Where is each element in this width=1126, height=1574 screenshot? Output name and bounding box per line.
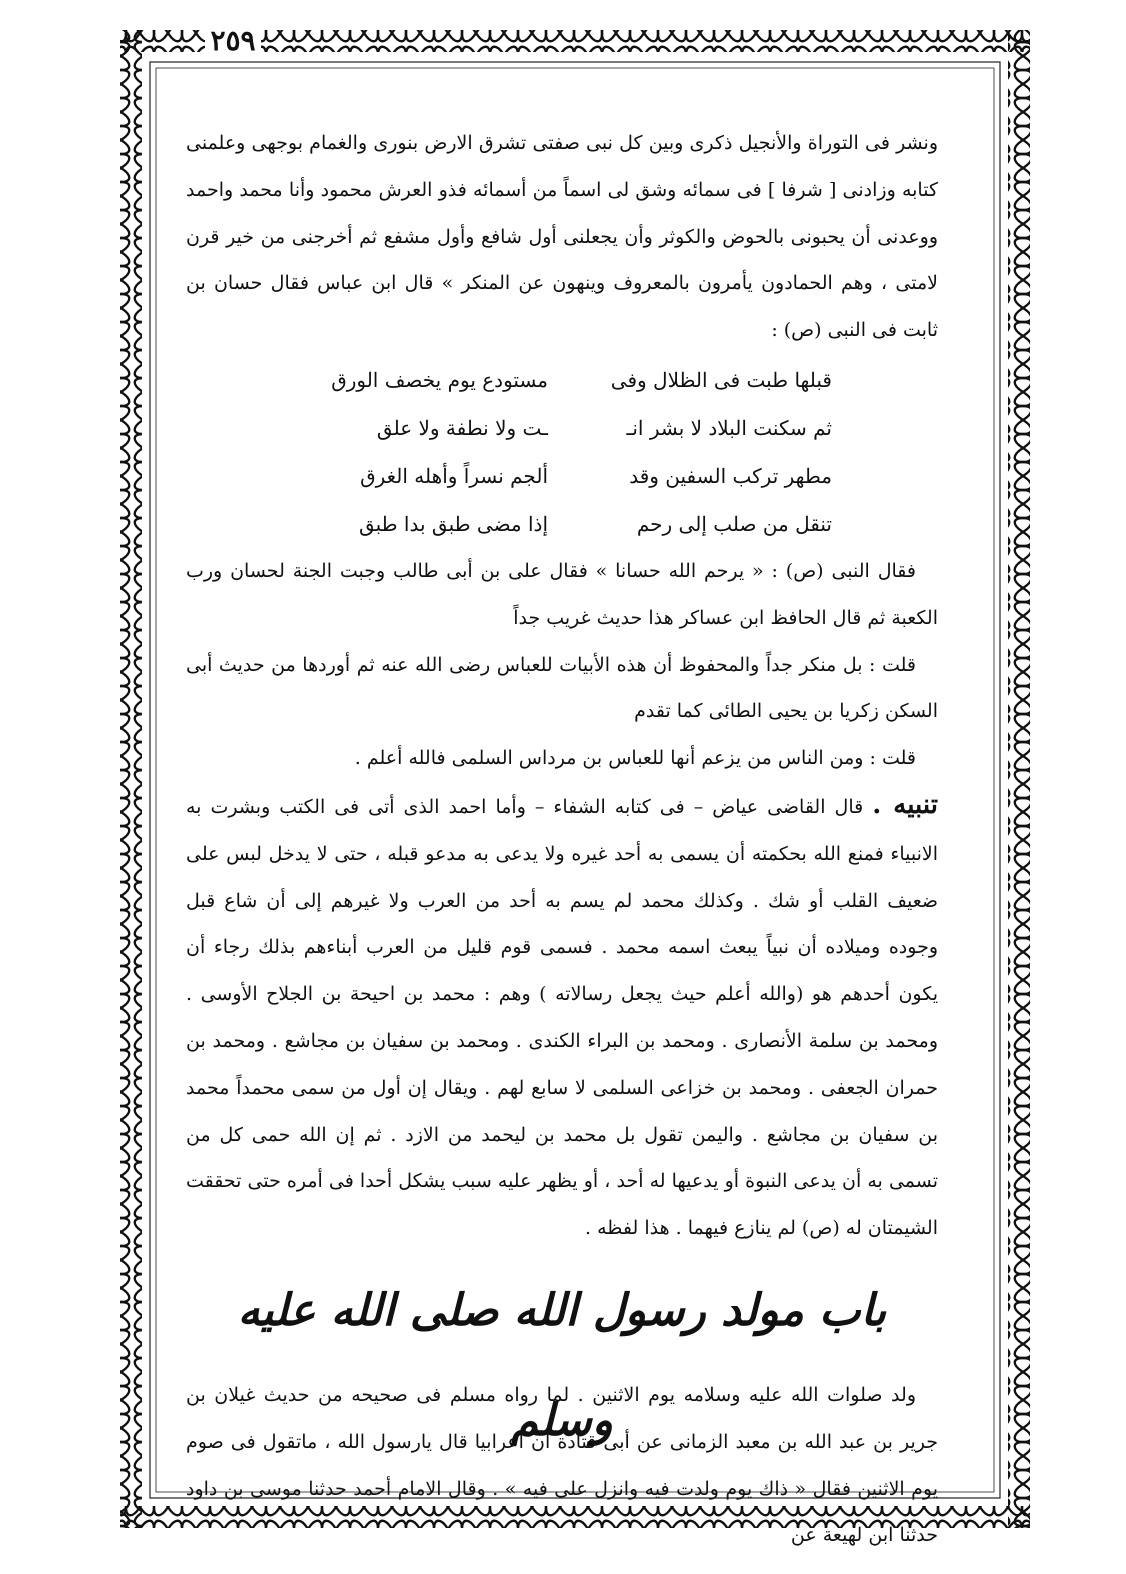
- verse-second-hemistich: إذا مضى طبق بدا طبق: [358, 511, 548, 536]
- verse-second-hemistich: ـت ولا نطفة ولا علق: [376, 415, 548, 440]
- verse-first-hemistich: تنقل من صلب إلى رحم: [636, 511, 832, 536]
- page-number: ٢٥٩: [205, 22, 261, 60]
- paragraph-author-note-2: قلت : ومن الناس من يزعم أنها للعباس بن مرداس السلمى فالله أعلم .: [354, 747, 916, 770]
- paragraph-prophet-reply: فقال النبى (ص) : « يرحم الله حسانا » فقال على بن أبى طالب وجبت الجنة لحسان ورب الكعبة ثم قال الحافظ ابن عساكر هذا حديث غريب جداً: [186, 559, 938, 629]
- tanbih-text: قال القاضى عياض – فى كتابه الشفاء – وأما احمد الذى أتى فى الكتب وبشرت به الانبياء فمنع الله بحكمته أن يسمى به أحد غيره ولا يدعى به مدعو قبله ، حتى لا يدخل لبس على ضعيف القلب أو شك . وكذلك محمد لم يسم به أحد من العرب ولا غيرهم إلى أن شاع قبل وجوده وميلاده أن نبياً يبعث اسمه محمد . فسمى قوم قليل من العرب أبناءهم بذلك رجاء أن يكون أحدهم هو (والله أعلم حيث يجعل رسالاته ) وهم : محمد بن احيحة بن الجلاح الأوسى . ومحمد بن سلمة الأنصارى . ومحمد بن البراء الكندى . ومحمد بن سفيان بن مجاشع . ومحمد بن حمران الجعفى . ومحمد بن خزاعى السلمى لا سابع لهم . ويقال إن أول من سمى محمداً محمد بن سفيان بن مجاشع . واليمن تقول بل محمد بن ليحمد من الازد . ثم إن الله حمى كل من تسمى به أن يدعى النبوة أو يدعيها له أحد ، أو يظهر عليه سبب يشكل أحدا فى أمره حتى تحققت الشيمتان له (ص) لم ينازع فيهما . هذا لفظه .: [186, 795, 938, 1240]
- verse-first-hemistich: مطهر تركب السفين وقد: [629, 463, 832, 488]
- verse-line: [292, 452, 832, 500]
- paragraph-birth-day: ولد صلوات الله عليه وسلامه يوم الاثنين . لما رواه مسلم فى صحيحه من حديث غيلان بن جرير بن عبد الله بن معبد الزمانى عن أبى قتادة أن اعرابيا قال يارسول الله ، ماتقول فى صوم يوم الاثنين فقال « ذاك يوم ولدت فيه وانزل على فيه » . وقال الامام أحمد حدثنا موسى بن داود حدثنا ابن لهيعة عن: [186, 1383, 938, 1547]
- tanbih-label: تنبيه .: [872, 789, 938, 820]
- poem-verses: [292, 356, 832, 548]
- chapter-heading: باب مولد رسول الله صلى الله عليه وسلم: [237, 1284, 887, 1446]
- paragraph-tanbih: [186, 782, 938, 1252]
- verse-line: [292, 404, 832, 452]
- verse-first-hemistich: قبلها طبت فى الظلال وفى: [610, 367, 832, 392]
- verse-line: [292, 500, 832, 548]
- verse-second-hemistich: ألجم نسراً وأهله الغرق: [360, 463, 548, 488]
- paragraph-hadith-opening: ونشر فى التوراة والأنجيل ذكرى وبين كل نبى صفتى تشرق الارض بنورى والغمام بوجهى وعلمنى كتابه وزادنى [ شرفا ] فى سمائه وشق لى اسماً من أسمائه فذو العرش محمود وأنا محمد واحمد ووعدنى أن يحبونى بالحوض والكوثر وأن يجعلنى أول شافع وأول مشفع ثم أخرجنى من خير قرن لامتى ، وهم الحمادون يأمرون بالمعروف وينهون عن المنكر » قال ابن عباس فقال حسان بن ثابت فى النبى (ص) :: [186, 132, 938, 342]
- paragraph-author-note-1: قلت : بل منكر جداً والمحفوظ أن هذه الأبيات للعباس رضى الله عنه ثم أوردها من حديث أبى السكن زكريا بن يحيى الطائى كما تقدم: [186, 653, 938, 723]
- verse-first-hemistich: ثم سكنت البلاد لا بشر انـ: [626, 415, 832, 440]
- page-body: [186, 120, 938, 1547]
- verse-second-hemistich: مستودع يوم يخصف الورق: [331, 367, 548, 392]
- verse-line: [292, 356, 832, 404]
